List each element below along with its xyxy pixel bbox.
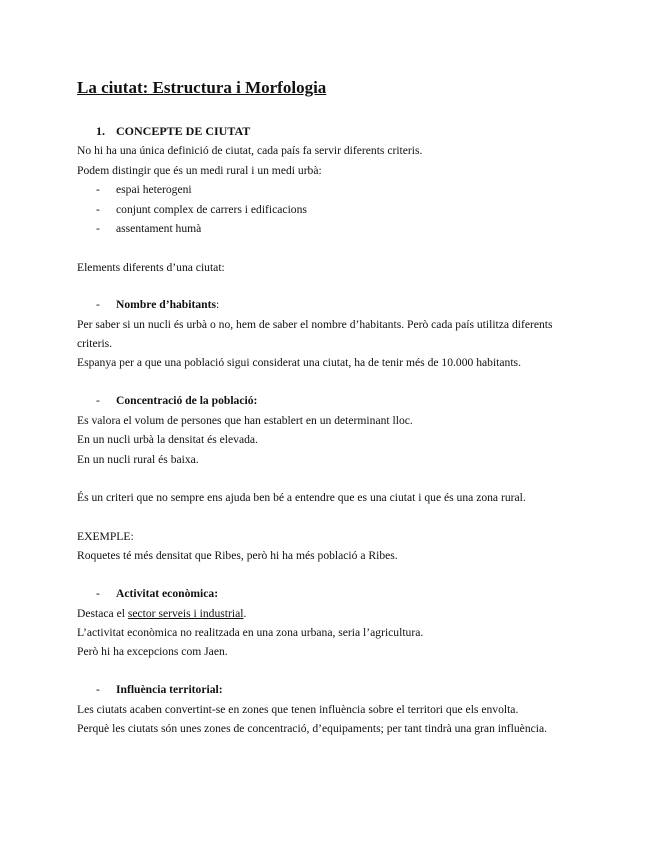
paragraph-concentracio-4: És un criteri que no sempre ens ajuda ben bé a entendre que es una ciutat i que és una zona rural.: [77, 491, 526, 504]
subheading-text: Nombre d’habitants: [116, 298, 216, 311]
text-span: Destaca el: [77, 607, 128, 620]
paragraph-activitat-3: Però hi ha excepcions com Jaen.: [77, 645, 228, 658]
bullet-dash: -: [96, 222, 100, 235]
bullet-dash: -: [96, 683, 100, 696]
subheading-influencia: [96, 683, 223, 697]
list-item-text: assentament humà: [116, 222, 202, 235]
subheading-activitat: [96, 587, 218, 601]
paragraph-influencia-2: Perquè les ciutats són unes zones de concentració, d’equipaments; per tant tindrà una gran influència.: [77, 722, 548, 735]
list-item-text: conjunt complex de carrers i edificacions: [116, 203, 307, 216]
page-title: La ciutat: Estructura i Morfologia: [77, 78, 327, 97]
text-span: .: [243, 607, 247, 620]
list-item: [96, 222, 201, 236]
subheading-text: Influència territorial:: [116, 683, 223, 696]
paragraph-concentracio-1: Es valora el volum de persones que han establert en un determinant lloc.: [77, 414, 413, 427]
subheading-text: Concentració de la població:: [116, 394, 258, 407]
paragraph-influencia-1: Les ciutats acaben convertint-se en zones que tenen influència sobre el territori que els envolta.: [77, 703, 519, 716]
bullet-dash: -: [96, 203, 100, 216]
paragraph-habitants-2: criteris.: [77, 337, 113, 350]
example-text: Roquetes té més densitat que Ribes, però hi ha més població a Ribes.: [77, 549, 398, 562]
list-item: [96, 203, 307, 217]
bullet-dash: -: [96, 298, 100, 311]
list-item-text: espai heterogeni: [116, 183, 192, 196]
paragraph-concentracio-3: En un nucli rural és baixa.: [77, 453, 199, 466]
bullet-dash: -: [96, 183, 100, 196]
bullet-dash: -: [96, 587, 100, 600]
subheading-concentracio: [96, 394, 257, 408]
paragraph-activitat-1: [77, 607, 246, 621]
subheading-habitants: [96, 298, 219, 312]
paragraph-definicio: No hi ha una única definició de ciutat, cada país fa servir diferents criteris.: [77, 144, 423, 157]
paragraph-concentracio-2: En un nucli urbà la densitat és elevada.: [77, 433, 258, 446]
underlined-text: sector serveis i industrial: [127, 607, 244, 620]
example-label: EXEMPLE:: [77, 530, 134, 543]
section-heading-concepte: [96, 124, 250, 139]
subheading-text: Activitat econòmica:: [116, 587, 219, 600]
bullet-dash: -: [96, 394, 100, 407]
section-number: 1.: [96, 124, 105, 138]
paragraph-elements: Elements diferents d’una ciutat:: [77, 261, 225, 274]
section-heading-text: CONCEPTE DE CIUTAT: [116, 124, 251, 138]
paragraph-distingir: Podem distingir que és un medi rural i un medi urbà:: [77, 164, 322, 177]
paragraph-activitat-2: L’activitat econòmica no realitzada en una zona urbana, seria l’agricultura.: [77, 626, 424, 639]
subheading-colon: :: [215, 298, 220, 311]
list-item: [96, 183, 192, 197]
paragraph-habitants-3: Espanya per a que una població sigui considerat una ciutat, ha de tenir més de 10.000 habitants.: [77, 356, 521, 369]
paragraph-habitants-1: Per saber si un nucli és urbà o no, hem de saber el nombre d’habitants. Però cada país utilitza diferents: [77, 318, 553, 331]
